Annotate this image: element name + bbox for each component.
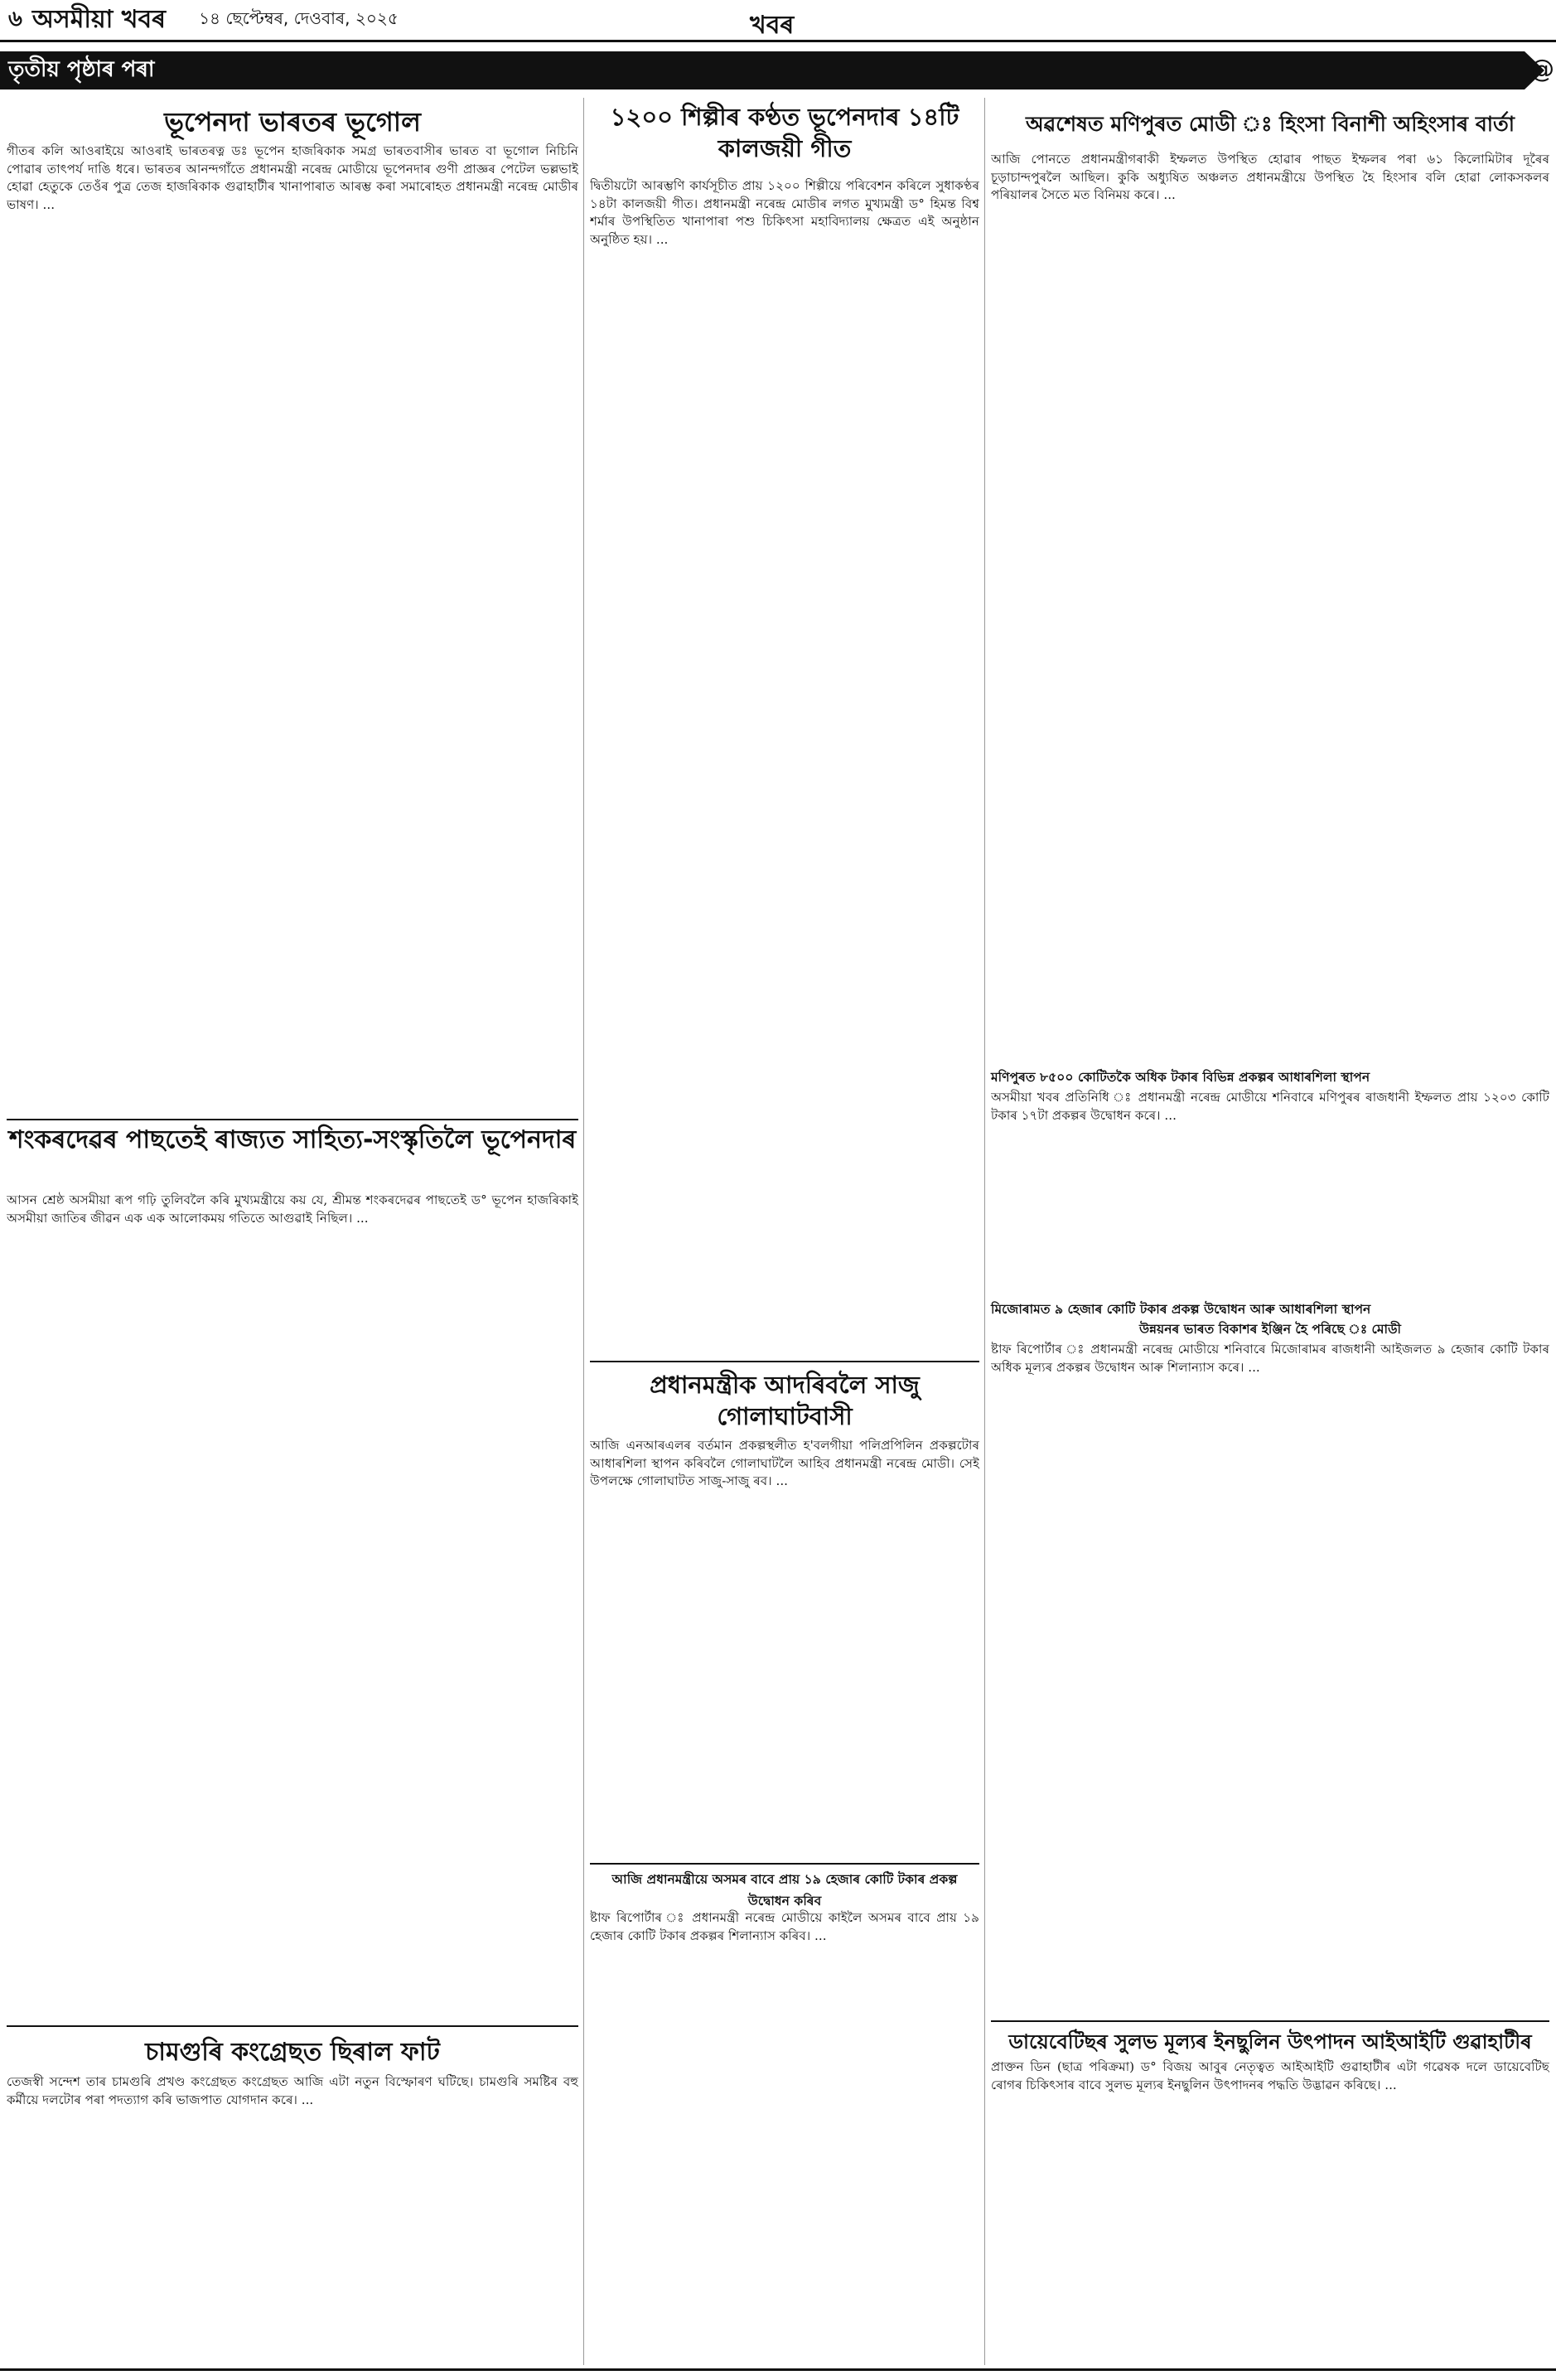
article-shankardev [7, 1125, 578, 1155]
subheadline: উন্নয়নৰ ভাৰত বিকাশৰ ইঞ্জিন হৈ পৰিছে ঃ মোডী [1138, 1322, 1402, 1337]
section-banner-label: তৃতীয় পৃষ্ঠাৰ পৰা [8, 57, 155, 82]
headline: অৱশেষত মণিপুৰত মোডী ঃ হিংসা বিনাশী অহিংসাৰ বাৰ্তা [1025, 112, 1515, 136]
headline: মণিপুৰত ৮৫০০ কোটিতকৈ অধিক টকাৰ বিভিন্ন প্ৰকল্পৰ আধাৰশিলা স্থাপন [991, 1070, 1370, 1085]
divider [590, 1863, 979, 1865]
article-body: তেজস্বী সন্দেশ তাৰ চামগুৰি প্ৰখণ্ড কংগ্ৰেছত কংগ্ৰেছত আজি এটা নতুন বিস্ফোৰণ ঘটিছে। চামগুৰি সমষ্টিৰ বহু কৰ্মীয়ে দলটোৰ পৰা পদত্যাগ কৰি ভাজপাত যোগদান কৰে। ... [7, 2074, 578, 2107]
headline: ডায়েবেটিছৰ সুলভ মূল্যৰ ইনছুলিন উৎপাদন আইআইটি গুৱাহাটীৰ [1008, 2030, 1532, 2053]
headline: মিজোৰামত ৯ হেজাৰ কোটি টকাৰ প্ৰকল্প উদ্বোধন আৰু আধাৰশিলা স্থাপন [991, 1302, 1371, 1317]
article-body: ষ্টাফ ৰিপোৰ্টাৰ ঃ প্ৰধানমন্ত্ৰী নৰেন্দ্ৰ মোডীয়ে কাইলৈ অসমৰ বাবে প্ৰায় ১৯ হেজাৰ কোটি টকাৰ প্ৰকল্পৰ শিলান্যাস কৰিব। ... [590, 1910, 979, 1943]
headline: ভূপেনদা ভাৰতৰ ভূগোল [164, 106, 421, 138]
article-body: আসন শ্ৰেষ্ঠ অসমীয়া ৰূপ গঢ়ি তুলিবলৈ কৰি মুখ্যমন্ত্ৰীয়ে কয় যে, শ্ৰীমন্ত শংকৰদেৱৰ পাছতেই ড° ভূপেন হাজৰিকাই অসমীয়া জাতিৰ জীৱন এক এক আলোকময় গতিতে আগুৱাই নিছিল। ... [7, 1192, 578, 1226]
center-logo: খবৰ [750, 11, 795, 40]
article-body: দ্বিতীয়টো আৰম্ভণি কাৰ্যসূচীত প্ৰায় ১২০০ শিল্পীয়ে পৰিবেশন কৰিলে সুধাকণ্ঠৰ ১৪টা কালজয়ী গীত। প্ৰধানমন্ত্ৰী নৰেন্দ্ৰ মোডীৰ লগত মুখ্যমন্ত্ৰী ড° হিমন্ত বিশ্ব শৰ্মাৰ উপস্থিতিত খানাপাৰা পশু চিকিৎসা মহাবিদ্যালয় ক্ষেত্ৰত এই অনুষ্ঠান অনুষ্ঠিত হয়। ... [590, 178, 979, 247]
divider [991, 2020, 1549, 2022]
article-manipur [991, 111, 1549, 138]
article-body: আজি পোনতে প্ৰধানমন্ত্ৰীগৰাকী ইম্ফলত উপস্থিত হোৱাৰ পাছত ইম্ফলৰ পৰা ৬১ কিলোমিটাৰ দূৰৈৰ চূড়াচান্দপুৰলৈ আছিল। কুকি অধ্যুষিত অঞ্চলত প্ৰধানমন্ত্ৰীয়ে উপস্থিত হৈ হিংসাৰ বলি হোৱা লোকসকলৰ পৰিয়ালৰ সৈতে মত বিনিময় কৰে। ... [991, 152, 1549, 203]
column-divider [984, 98, 985, 2365]
headline: আজি প্ৰধানমন্ত্ৰীয়ে অসমৰ বাবে প্ৰায় ১৯ হেজাৰ কোটি টকাৰ প্ৰকল্প উদ্বোধন কৰিব [611, 1872, 958, 1908]
article-1200-artists [590, 101, 979, 164]
article-body: ষ্টাফ ৰিপোৰ্টাৰ ঃ প্ৰধানমন্ত্ৰী নৰেন্দ্ৰ মোডীয়ে শনিবাৰে মিজোৰামৰ ৰাজধানী আইজলত ৯ হেজাৰ কোটি টকাৰ অধিক মূল্যৰ প্ৰকল্পৰ উদ্বোধন আৰু শিলান্যাস কৰে। ... [991, 1342, 1549, 1375]
section-banner [0, 51, 1525, 89]
masthead [0, 0, 1556, 42]
article-chamaguri [7, 2032, 578, 2074]
newspaper-logo: অসমীয়া খবৰ [31, 4, 167, 34]
spiral-icon: @ [1529, 55, 1554, 84]
column-divider [583, 98, 584, 2365]
headline: ১২০০ শিল্পীৰ কণ্ঠত ভূপেনদাৰ ১৪টি কালজয়ী গীত [610, 103, 959, 162]
article-body: অসমীয়া খবৰ প্ৰতিনিধি ঃ প্ৰধানমন্ত্ৰী নৰেন্দ্ৰ মোডীয়ে শনিবাৰে মণিপুৰৰ ৰাজধানী ইম্ফলত প্ৰায় ১২০৩ কোটি টকাৰ ১৭টা প্ৰকল্পৰ উদ্বোধন কৰে। ... [991, 1090, 1549, 1123]
footer-rule [0, 2368, 1556, 2371]
headline: চামগুৰি কংগ্ৰেছত ছিৰাল ফাট [145, 2038, 440, 2067]
article-body: গীতৰ কলি আওৰাইয়ে আওৰাই ভাৰতৰত্ন ডঃ ভূপেন হাজৰিকাক সমগ্ৰ ভাৰতবাসীৰ ভাৰত বা ভূগোল নিচিনি পোৱাৰ তাৎপৰ্য দাঙি ধৰে। ভাৰতৰ আনন্দগাঁতে প্ৰধানমন্ত্ৰী নৰেন্দ্ৰ মোডীয়ে ভূপেনদাৰ গুণী প্ৰাজ্ঞৰ পেটেল ভল্লভাই হোৱা হেতুকে তেওঁৰ পুত্ৰ তেজ হাজৰিকাক গুৱাহাটীৰ খানাপাৰাত আৰম্ভ কৰা সমাৰোহত প্ৰধানমন্ত্ৰী নৰেন্দ্ৰ মোডীৰ ভাষণ। ... [7, 143, 578, 212]
page-number: ৬ [8, 7, 22, 31]
article-golaghat [590, 1369, 979, 1432]
dateline: ১৪ ছেপ্টেম্বৰ, দেওবাৰ, ২০২৫ [199, 7, 399, 28]
headline: শংকৰদেৱৰ পাছতেই ৰাজ্যত সাহিত্য-সংস্কৃতিলৈ ভূপেনদাৰ [8, 1125, 577, 1154]
article-body: আজি এনআৰএলৰ বৰ্তমান প্ৰকল্পস্থলীত হ'বলগীয়া পলিপ্ৰপিলিন প্ৰকল্পটোৰ আধাৰশিলা স্থাপন কৰিবলৈ গোলাঘাটলৈ আহিব প্ৰধানমন্ত্ৰী নৰেন্দ্ৰ মোডী। সেই উপলক্ষে গোলাঘাটত সাজু-সাজু ৰব। ... [590, 1438, 979, 1489]
article-diabetes-iit [991, 2027, 1549, 2060]
divider [7, 2025, 578, 2027]
article-body: প্ৰাক্তন ডিন (ছাত্ৰ পৰিক্ৰমা) ড° বিজয় আবুৰ নেতৃত্বত আইআইটি গুৱাহাটীৰ এটা গৱেষক দলে ডায়েবেটিছ ৰোগৰ চিকিৎসাৰ বাবে সুলভ মূল্যৰ ইনছুলিন উৎপাদনৰ পদ্ধতি উদ্ভাৱন কৰিছে। ... [991, 2059, 1549, 2092]
article-bhupen-global [7, 101, 578, 146]
divider [590, 1361, 979, 1362]
divider [7, 1119, 578, 1120]
headline: প্ৰধানমন্ত্ৰীক আদৰিবলৈ সাজু গোলাঘাটবাসী [650, 1371, 920, 1430]
